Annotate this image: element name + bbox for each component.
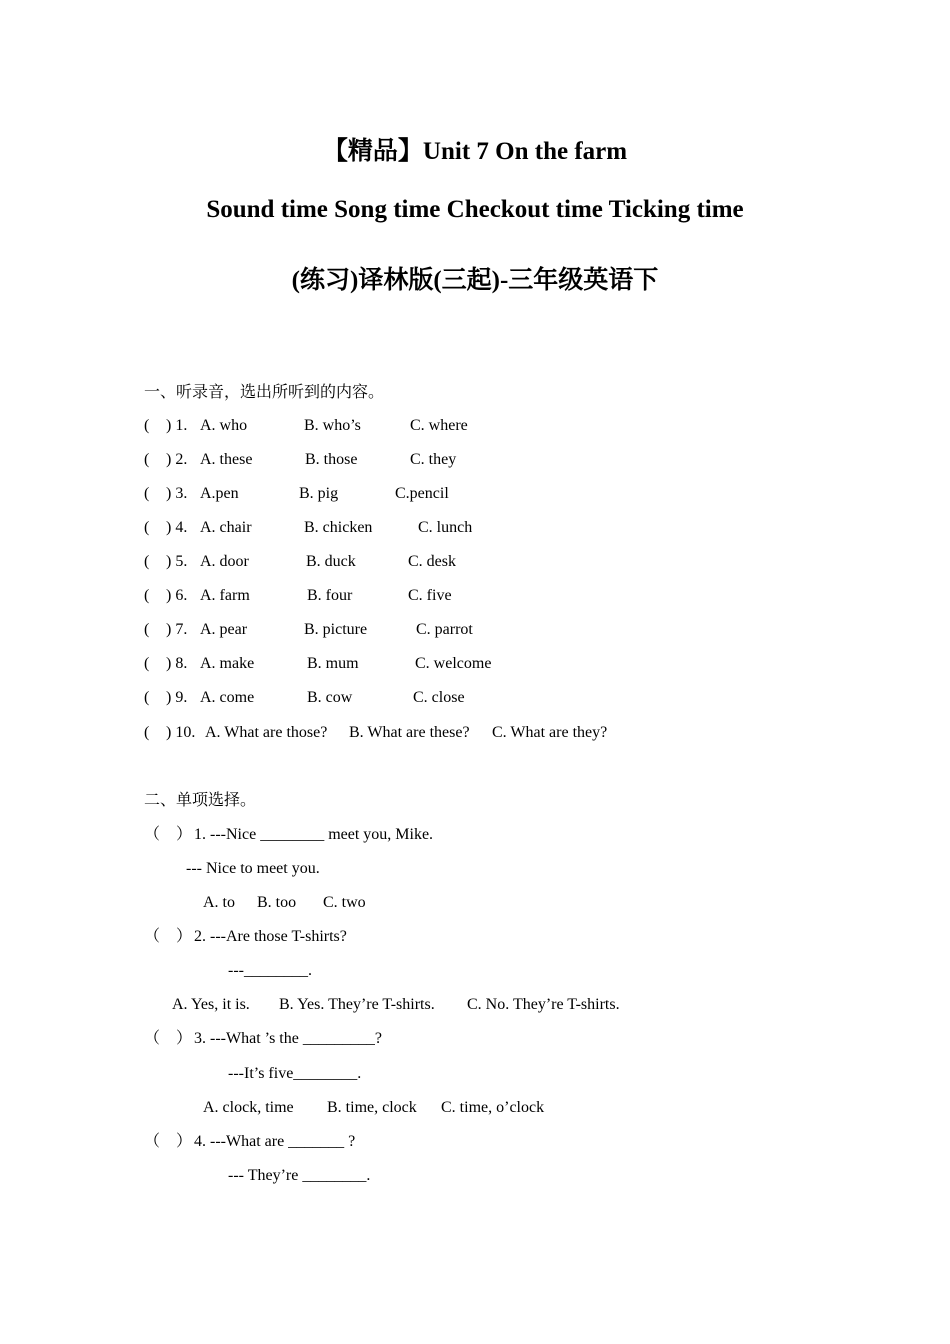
question-4-answer: --- They’re ________. bbox=[228, 1167, 371, 1184]
answer-paren: （ ） bbox=[144, 826, 193, 843]
item-number: ) 2. bbox=[166, 451, 188, 468]
answer-paren: （ ） bbox=[144, 1133, 193, 1150]
item-number: ) 7. bbox=[166, 621, 188, 638]
answer-paren: ( bbox=[144, 451, 150, 468]
option-a: A. Yes, it is. bbox=[172, 996, 250, 1013]
option-a: A. who bbox=[200, 417, 248, 434]
option-a: A. come bbox=[200, 689, 255, 706]
option-a: A. chair bbox=[200, 519, 252, 536]
option-c: C.pencil bbox=[395, 485, 449, 502]
item-number: ) 9. bbox=[166, 689, 188, 706]
option-c: C. No. They’re T-shirts. bbox=[467, 996, 620, 1013]
option-c: C. lunch bbox=[418, 519, 473, 536]
option-c: C. two bbox=[323, 894, 366, 911]
option-a: A. door bbox=[200, 553, 249, 570]
option-b: B. time, clock bbox=[327, 1099, 417, 1116]
item-number: ) 10. bbox=[166, 724, 196, 741]
title-line-3: (练习)译林版(三起)-三年级英语下 bbox=[291, 267, 659, 294]
item-number: ) 1. bbox=[166, 417, 188, 434]
option-c: C. What are they? bbox=[492, 724, 608, 741]
option-a: A.pen bbox=[200, 485, 239, 502]
option-a: A. make bbox=[200, 655, 255, 672]
option-b: B. those bbox=[305, 451, 358, 468]
answer-paren: ( bbox=[144, 553, 150, 570]
answer-paren: （ ） bbox=[144, 1030, 193, 1047]
question-text: 1. ---Nice ________ meet you, Mike. bbox=[194, 826, 434, 843]
answer-paren: ( bbox=[144, 689, 150, 706]
option-a: A. to bbox=[203, 894, 235, 911]
option-b: B. chicken bbox=[304, 519, 373, 536]
option-a: A. farm bbox=[200, 587, 250, 604]
option-b: B. Yes. They’re T-shirts. bbox=[279, 996, 435, 1013]
option-b: B. four bbox=[307, 587, 353, 604]
answer-paren: ( bbox=[144, 621, 150, 638]
answer-paren: ( bbox=[144, 655, 150, 672]
section2-heading: 二、单项选择。 bbox=[144, 792, 257, 809]
item-number: ) 6. bbox=[166, 587, 188, 604]
option-b: B. picture bbox=[304, 621, 368, 638]
title-line-2: Sound time Song time Checkout time Ticking time bbox=[206, 196, 744, 223]
question-text: 2. ---Are those T-shirts? bbox=[194, 928, 347, 945]
option-a: A. What are those? bbox=[205, 724, 328, 741]
question-1-answer: --- Nice to meet you. bbox=[186, 860, 320, 877]
answer-paren: ( bbox=[144, 417, 150, 434]
question-3-answer: ---It’s five________. bbox=[228, 1065, 362, 1082]
option-b: B. What are these? bbox=[349, 724, 470, 741]
option-c: C. close bbox=[413, 689, 465, 706]
answer-paren: ( bbox=[144, 519, 150, 536]
answer-paren: ( bbox=[144, 485, 150, 502]
option-c: C. five bbox=[408, 587, 452, 604]
item-number: ) 3. bbox=[166, 485, 188, 502]
question-text: 3. ---What ’s the _________? bbox=[194, 1030, 382, 1047]
question-2-answer: ---________. bbox=[228, 962, 312, 979]
option-c: C. welcome bbox=[415, 655, 492, 672]
option-a: A. pear bbox=[200, 621, 248, 638]
option-b: B. cow bbox=[307, 689, 353, 706]
item-number: ) 5. bbox=[166, 553, 188, 570]
option-c: C. time, o’clock bbox=[441, 1099, 545, 1116]
title-line-1: 【精品】Unit 7 On the farm bbox=[322, 138, 628, 165]
option-b: B. too bbox=[257, 894, 297, 911]
option-c: C. they bbox=[410, 451, 457, 468]
answer-paren: （ ） bbox=[144, 928, 193, 945]
option-c: C. parrot bbox=[416, 621, 473, 638]
option-c: C. desk bbox=[408, 553, 456, 570]
option-b: B. pig bbox=[299, 485, 339, 502]
option-b: B. duck bbox=[306, 553, 356, 570]
item-number: ) 4. bbox=[166, 519, 188, 536]
option-c: C. where bbox=[410, 417, 468, 434]
answer-paren: ( bbox=[144, 587, 150, 604]
answer-paren: ( bbox=[144, 724, 150, 741]
option-a: A. these bbox=[200, 451, 253, 468]
option-b: B. mum bbox=[307, 655, 359, 672]
section1-heading: 一、听录音，选出所听到的内容。 bbox=[144, 384, 385, 401]
option-a: A. clock, time bbox=[203, 1099, 294, 1116]
item-number: ) 8. bbox=[166, 655, 188, 672]
option-b: B. who’s bbox=[304, 417, 361, 434]
question-text: 4. ---What are _______ ? bbox=[194, 1133, 356, 1150]
